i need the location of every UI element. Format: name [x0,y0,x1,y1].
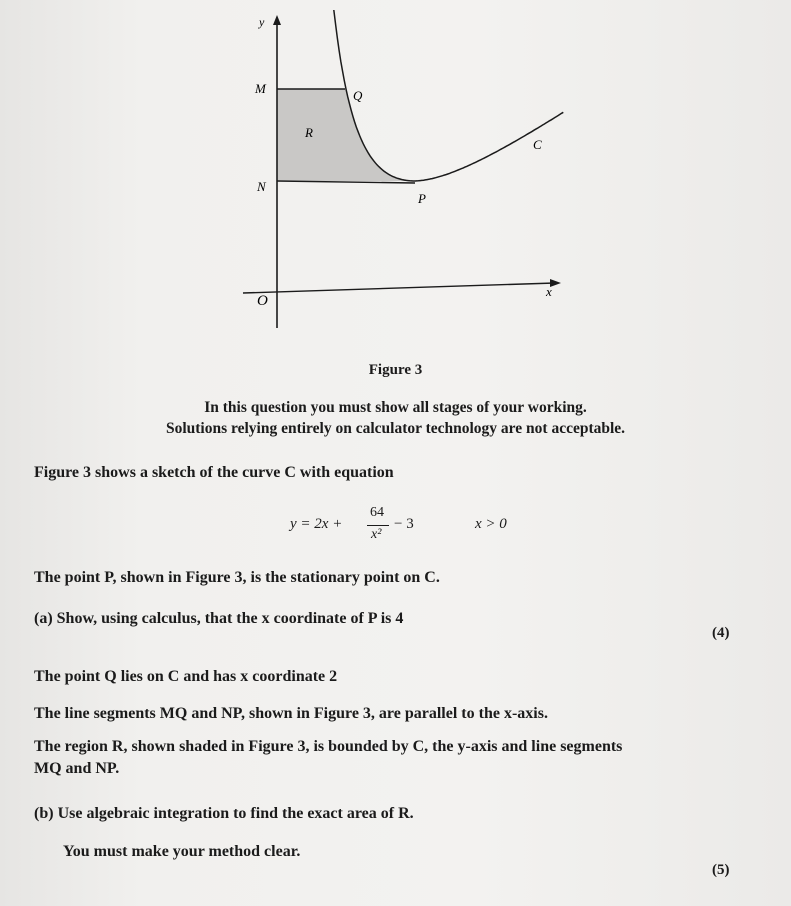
x-axis-label: x [546,284,552,299]
equation-rest: − 3 [394,516,414,532]
intro-text: Figure 3 shows a sketch of the curve C with equation [34,464,394,481]
fraction-bar [367,525,389,526]
stationary-point-text: The point P, shown in Figure 3, is the stationary point on C. [34,569,440,586]
curve-equation [290,505,590,549]
point-q-label: Q [353,88,363,103]
part-a-text: Show, using calculus, that the x coordinate of P is 4 [56,610,404,627]
part-b-label: (b) [34,805,54,822]
part-a [34,610,403,628]
origin-label: O [257,293,268,309]
equation-lhs: y = 2x + [290,516,343,532]
part-b-text: Use algebraic integration to find the exact area of R. [57,805,414,822]
part-a-marks: (4) [712,625,730,641]
region-text-line-1: The region R, shown shaded in Figure 3, is bounded by C, the y-axis and line segments [34,738,623,755]
equation-condition: x > 0 [475,516,507,532]
part-b-method-text: You must make your method clear. [63,843,301,860]
segments-text: The line segments MQ and NP, shown in Figure 3, are parallel to the x-axis. [34,705,548,722]
region-text-line-2: MQ and NP. [34,760,120,777]
y-axis-label: y [259,15,265,29]
part-b [34,805,414,823]
region-r-shading [277,89,415,181]
point-p-label: P [418,191,426,206]
region-r-label: R [305,125,313,140]
point-n-label: N [257,179,266,194]
part-a-label: (a) [34,610,53,627]
y-axis-arrow-icon [273,15,281,25]
segment-np [277,181,415,183]
part-b-marks: (5) [712,862,730,878]
equation-numerator: 64 [370,505,384,520]
point-m-label: M [255,81,266,96]
x-axis-line [243,283,555,293]
instruction-line-1: In this question you must show all stages of your working. [204,399,587,416]
equation-denominator: x² [371,527,382,542]
curve-sketch [225,10,575,335]
instruction-line-2: Solutions relying entirely on calculator technology are not acceptable. [165,420,626,437]
figure-caption: Figure 3 [368,362,423,378]
curve-c-label: C [533,137,542,152]
figure-3-sketch [225,10,575,335]
point-q-text: The point Q lies on C and has x coordinate 2 [34,668,338,685]
